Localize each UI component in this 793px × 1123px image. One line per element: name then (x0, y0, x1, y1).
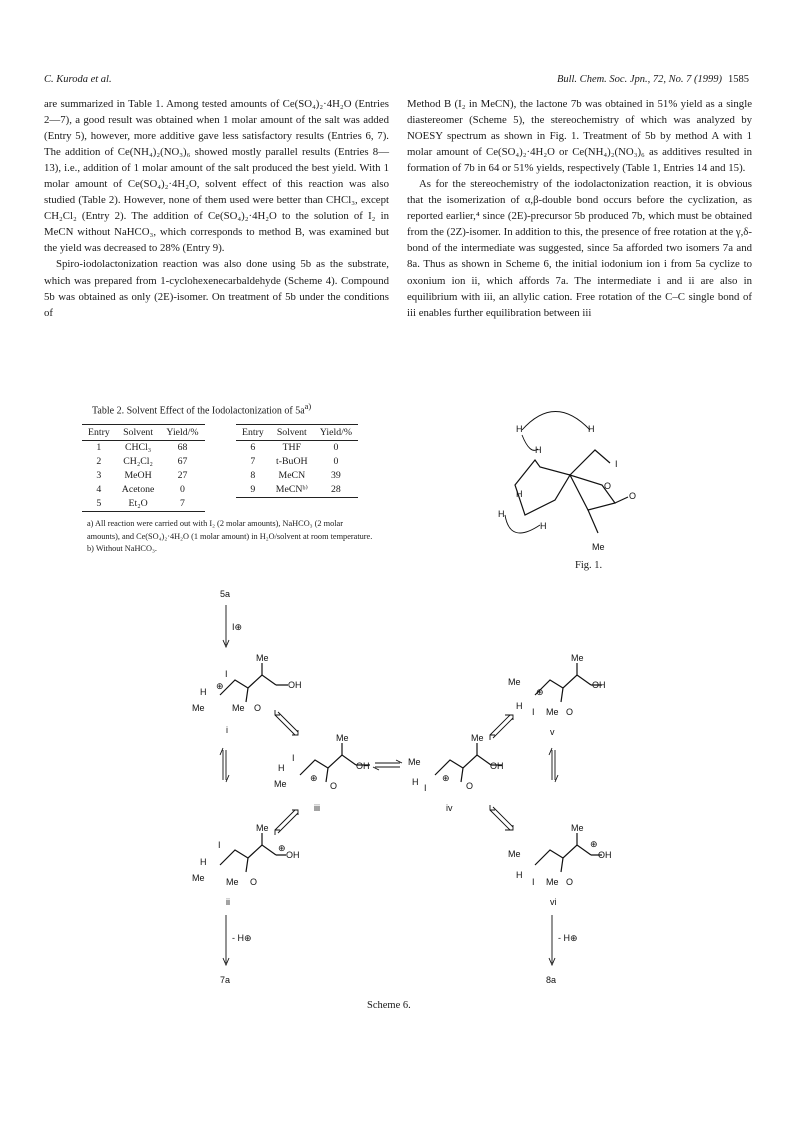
left-column (44, 96, 389, 321)
table-row (236, 483, 358, 498)
svg-text:⊕: ⊕ (590, 839, 598, 849)
structure-v (508, 653, 606, 737)
column-header: Solvent (270, 425, 314, 441)
cell: 39 (331, 470, 341, 481)
table-row (236, 441, 358, 456)
compound-label: i (226, 725, 228, 735)
cell: 67 (177, 456, 188, 467)
carbonyl-bond (615, 497, 628, 503)
structure-i (192, 653, 302, 735)
atom-label: Me (592, 542, 605, 552)
compound-label: 8a (546, 975, 557, 985)
right-column (407, 96, 752, 321)
atom-label: H (540, 521, 547, 531)
cell: 4 (96, 484, 102, 495)
svg-text:I: I (424, 783, 427, 793)
table-caption (92, 402, 311, 416)
structure-vi (508, 823, 612, 907)
cell: 27 (177, 470, 188, 481)
svg-text:H: H (516, 870, 523, 880)
svg-text:Me: Me (336, 733, 349, 743)
cell: 8 (250, 470, 256, 481)
cell: THF (282, 442, 302, 453)
methyl-bond (588, 510, 598, 533)
column-header: Entry (236, 425, 270, 441)
svg-text:I: I (225, 669, 228, 679)
atom-label: O (629, 491, 637, 501)
equilibrium-arrow (490, 715, 513, 740)
paragraph: Method B (I₂ in MeCN), the lactone 7b was obtained in 51% yield as a single diastereomer (Scheme 5), the stereochemistry of which was analyzed by NOESY spectrum as shown in Fig. 1. Treatment of 5b by method A with 1 molar amount of Ce(SO₄)₂·4H₂O or Ce(NH₄)₂(NO₃)₆ as additives resulted in formation of 7b in 64 or 51% yields, respectively (Table 1, Entries 14 and 15). (407, 98, 752, 175)
compound-label: vi (550, 897, 557, 907)
cell: MeCNᵇ⁾ (270, 483, 314, 498)
equilibrium-arrow (220, 748, 229, 782)
svg-text:OH: OH (490, 761, 504, 771)
svg-text:OH: OH (288, 680, 302, 690)
running-head-journal (557, 74, 749, 85)
atom-label: H (588, 424, 595, 434)
scheme-caption: Scheme 6. (367, 1000, 411, 1011)
cell: 0 (180, 484, 185, 495)
svg-text:O: O (330, 781, 338, 791)
svg-text:H: H (516, 701, 523, 711)
svg-text:H: H (412, 777, 419, 787)
svg-text:O: O (566, 877, 574, 887)
compound-label: 5a (220, 589, 231, 599)
reagent-label: I⊕ (232, 622, 243, 632)
table-row (82, 497, 205, 512)
svg-text:Me: Me (192, 873, 205, 883)
footnote: a) All reaction were carried out with I₂ (2 molar amounts), NaHCO₃ (2 molar amounts), and Ce(SO₄)₂·4H₂O (1 molar amount) in H₂O/solvent at room temperature. b) Without NaHCO₃. (87, 519, 373, 553)
cell: t-BuOH (276, 456, 308, 467)
atom-label: H (516, 424, 523, 434)
solvent-table-left (82, 424, 205, 512)
svg-text:O: O (566, 707, 574, 717)
ring-bond (515, 460, 570, 515)
svg-text:⊕: ⊕ (278, 843, 286, 853)
structure-iv (408, 733, 504, 813)
svg-text:Me: Me (192, 703, 205, 713)
cell: 6 (250, 442, 256, 453)
svg-text:OH: OH (286, 850, 300, 860)
figure-caption: Fig. 1. (575, 560, 603, 571)
svg-text:H: H (200, 857, 207, 867)
svg-text:O: O (466, 781, 474, 791)
svg-text:Me: Me (508, 677, 521, 687)
svg-text:O: O (254, 703, 262, 713)
cell: CH₂Cl₂ (123, 456, 153, 467)
svg-text:Me: Me (571, 653, 584, 663)
svg-text:⊕: ⊕ (310, 773, 318, 783)
paragraph: are summarized in Table 1. Among tested amounts of Ce(SO₄)₂·4H₂O (Entries 2—7), a good result was obtained when 1 molar amount of the salt was added (Entry 5), however, more additive gave less satisfactory results (Entries 6, 7). The addition of Ce(NH₄)₂(NO₃)₆ showed mostly parallel results (Entries 8—13), i.e., addition of 1 molar amount of the salt produced the best yield. With 1 molar amount of Ce(SO₄)₂·4H₂O, solvent effect of this reaction was also studied (Table 2). However, none of them used were better than CHCl₃, except CH₂Cl₂ (Entry 2). The addition of Ce(SO₄)₂·4H₂O to the solution of I₂ in MeCN without NaHCO₃, which corresponds to method B, was examined but the yield was decreased to 28% (Entry 9). (44, 98, 389, 255)
svg-text:Me: Me (408, 757, 421, 767)
cell: 0 (333, 442, 339, 453)
cell: Acetone (121, 484, 155, 495)
ring-bond (570, 450, 610, 475)
svg-text:I: I (218, 840, 221, 850)
svg-text:Me: Me (226, 877, 239, 887)
running-head-authors: C. Kuroda et al. (44, 74, 112, 85)
table-row (236, 469, 358, 483)
svg-text:OH: OH (592, 680, 606, 690)
svg-text:⊕: ⊕ (442, 773, 450, 783)
compound-label: 7a (220, 975, 231, 985)
cell: 3 (96, 470, 102, 481)
column-header: Solvent (116, 425, 161, 441)
atom-label: I (615, 459, 618, 469)
svg-text:⊕: ⊕ (216, 681, 224, 691)
svg-text:Me: Me (571, 823, 584, 833)
svg-text:Me: Me (508, 849, 521, 859)
svg-text:I: I (532, 707, 535, 717)
paragraph: As for the stereochemistry of the iodolactonization reaction, it is obvious that the isomerization of α,β-double bond occurs before the cyclization, as reported earlier,⁴ since (2E)-precursor 5b produced 7b, which must be obtained from the (2Z)-isomer. In addition to this, the presence of free rotation at the γ,δ-bond of the intermediate was suggested, since 5a afforded two isomers 7a and 8a. Thus as shown in Scheme 6, the initial iodonium ion i from 5a cyclize to oxonium ion ii, which affords 7a. The intermediate i and ii are also in equilibrium with iii, an allylic cation. Free rotation of the C–C single bond of iii enables further equilibration between iii (407, 178, 752, 319)
cell: MeCN (278, 470, 306, 481)
compound-label: v (550, 727, 555, 737)
equilibrium-arrow (490, 805, 513, 830)
cell: CHCl₃ (124, 442, 152, 453)
svg-text:O: O (250, 877, 258, 887)
table-row (236, 455, 358, 469)
atom-label: O (604, 481, 612, 491)
column-header: Yield/% (314, 425, 358, 441)
cell: 68 (177, 442, 188, 453)
svg-text:OH: OH (356, 761, 370, 771)
equilibrium-arrow (373, 760, 402, 770)
scheme-6-diagram (180, 585, 620, 995)
equilibrium-arrow (275, 710, 298, 735)
table-row (82, 469, 205, 483)
equilibrium-arrow (275, 810, 298, 835)
reagent-label: - H⊕ (558, 933, 578, 943)
svg-text:Me: Me (256, 653, 269, 663)
svg-text:Me: Me (471, 733, 484, 743)
noesy-arc (505, 515, 540, 533)
noesy-arc (522, 412, 590, 431)
cell: 5 (82, 497, 116, 512)
svg-text:H: H (278, 763, 285, 773)
table-caption-footnote-mark: a) (304, 402, 312, 411)
cell: Et₂O (116, 497, 161, 512)
svg-text:⊕: ⊕ (536, 687, 544, 697)
svg-text:Me: Me (274, 779, 287, 789)
cell: 9 (236, 483, 270, 498)
paragraph: Spiro-iodolactonization reaction was also done using 5b as the substrate, which was prepared from 1-cyclohexenecarbaldehyde (Scheme 4). Compound 5b was obtained as only (2E)-isomer. On treatment of 5b under the conditions of (44, 258, 389, 319)
column-header: Entry (82, 425, 116, 441)
reagent-label: - H⊕ (232, 933, 252, 943)
journal-citation: Bull. Chem. Soc. Jpn., 72, No. 7 (1999) (556, 74, 722, 85)
reaction-arrow (549, 915, 555, 965)
cell: 2 (96, 456, 102, 467)
atom-label: H (498, 509, 505, 519)
svg-text:I: I (532, 877, 535, 887)
structure-ii (192, 823, 300, 907)
cell: 0 (333, 456, 339, 467)
svg-text:Me: Me (546, 877, 559, 887)
cell: MeOH (124, 470, 152, 481)
reaction-arrow (223, 915, 229, 965)
svg-text:I: I (292, 753, 295, 763)
compound-label: ii (226, 897, 230, 907)
solvent-table-right (236, 424, 358, 498)
equilibrium-arrow (549, 748, 558, 782)
table-row (82, 483, 205, 497)
compound-label: iii (314, 803, 320, 813)
page-number: 1585 (728, 74, 749, 85)
svg-text:Me: Me (256, 823, 269, 833)
atom-label: H (516, 489, 523, 499)
table-footnotes (87, 518, 377, 556)
svg-text:OH: OH (598, 850, 612, 860)
column-header: Yield/% (160, 425, 204, 441)
svg-text:Me: Me (232, 703, 245, 713)
cell: 1 (96, 442, 102, 453)
table-caption-text: Table 2. Solvent Effect of the Iodolactonization of 5a (92, 405, 305, 417)
svg-text:H: H (200, 687, 207, 697)
table-row (82, 441, 205, 456)
cell: 7 (250, 456, 256, 467)
cell: 7 (160, 497, 204, 512)
svg-text:Me: Me (546, 707, 559, 717)
table-row (82, 455, 205, 469)
cell: 28 (314, 483, 358, 498)
compound-label: iv (446, 803, 453, 813)
figure-1-structure (480, 405, 660, 560)
structure-iii (274, 733, 370, 813)
atom-label: H (535, 445, 542, 455)
reaction-arrow (223, 605, 229, 647)
